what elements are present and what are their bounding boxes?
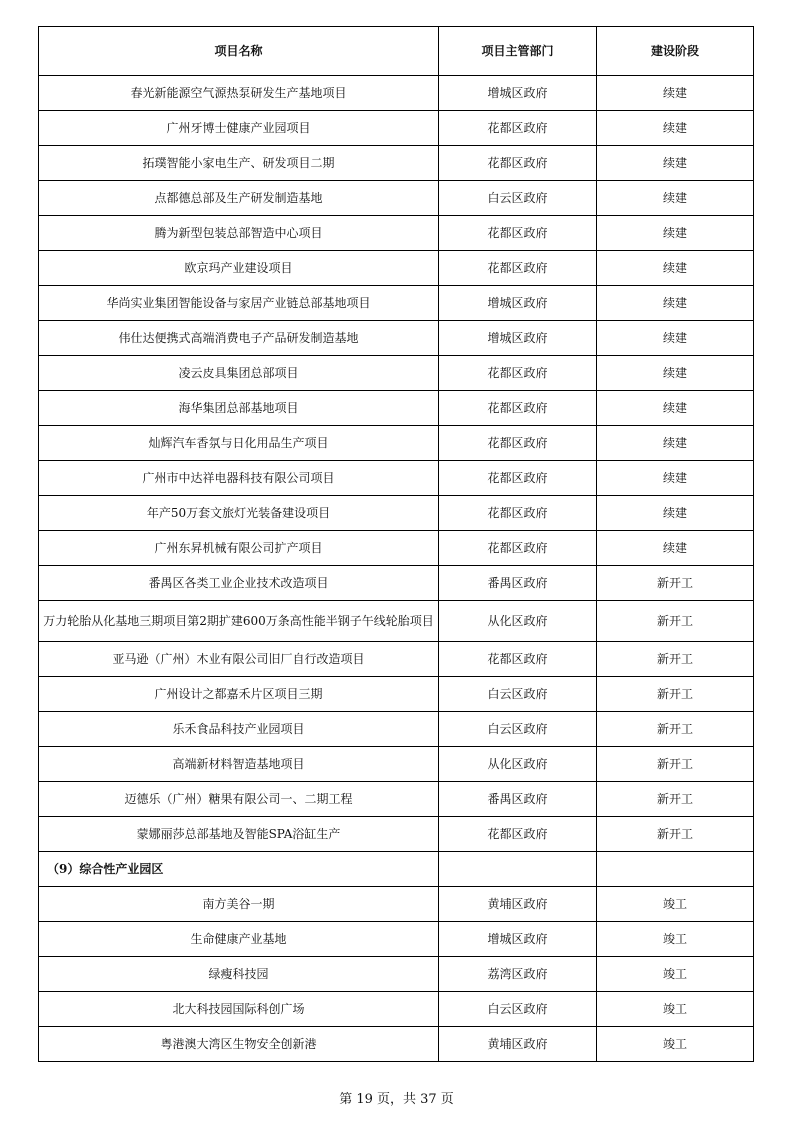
stage-cell: 续建	[597, 461, 754, 496]
department-cell: 花都区政府	[439, 531, 597, 566]
table-row	[39, 642, 754, 677]
table-row	[39, 747, 754, 782]
project-name-cell: 华尚实业集团智能设备与家居产业链总部基地项目	[39, 286, 439, 321]
section-header-row	[39, 852, 754, 887]
table-row	[39, 531, 754, 566]
table-row	[39, 782, 754, 817]
project-name-cell: 欧京玛产业建设项目	[39, 251, 439, 286]
table-row	[39, 677, 754, 712]
table-row	[39, 251, 754, 286]
department-cell: 花都区政府	[439, 146, 597, 181]
department-cell: 花都区政府	[439, 251, 597, 286]
department-cell: 花都区政府	[439, 426, 597, 461]
stage-cell: 竣工	[597, 887, 754, 922]
stage-cell: 续建	[597, 216, 754, 251]
department-cell: 白云区政府	[439, 677, 597, 712]
table-row	[39, 601, 754, 642]
table-row	[39, 321, 754, 356]
table-row	[39, 566, 754, 601]
department-cell: 从化区政府	[439, 601, 597, 642]
project-name-cell: 腾为新型包装总部智造中心项目	[39, 216, 439, 251]
header-stage: 建设阶段	[597, 27, 754, 76]
stage-cell: 续建	[597, 181, 754, 216]
table-row	[39, 992, 754, 1027]
table-row	[39, 461, 754, 496]
table-row	[39, 216, 754, 251]
department-cell: 增城区政府	[439, 922, 597, 957]
table-row	[39, 391, 754, 426]
stage-cell: 续建	[597, 391, 754, 426]
department-cell: 增城区政府	[439, 76, 597, 111]
stage-cell	[597, 852, 754, 887]
project-name-cell: 番禺区各类工业企业技术改造项目	[39, 566, 439, 601]
project-name-cell: 春光新能源空气源热泵研发生产基地项目	[39, 76, 439, 111]
stage-cell: 新开工	[597, 817, 754, 852]
project-name-cell: 拓璞智能小家电生产、研发项目二期	[39, 146, 439, 181]
table-body	[39, 27, 754, 1062]
project-name-cell: 广州设计之都嘉禾片区项目三期	[39, 677, 439, 712]
stage-cell: 竣工	[597, 922, 754, 957]
project-name-cell: 伟仕达便携式高端消费电子产品研发制造基地	[39, 321, 439, 356]
stage-cell: 新开工	[597, 782, 754, 817]
stage-cell: 续建	[597, 531, 754, 566]
project-name-cell: 迈德乐（广州）糖果有限公司一、二期工程	[39, 782, 439, 817]
stage-cell: 新开工	[597, 601, 754, 642]
stage-cell: 续建	[597, 496, 754, 531]
department-cell: 黄埔区政府	[439, 1027, 597, 1062]
department-cell: 花都区政府	[439, 391, 597, 426]
department-cell	[439, 852, 597, 887]
department-cell: 花都区政府	[439, 356, 597, 391]
project-name-cell: 年产50万套文旅灯光装备建设项目	[39, 496, 439, 531]
project-name-cell: 点都德总部及生产研发制造基地	[39, 181, 439, 216]
table-row	[39, 181, 754, 216]
stage-cell: 续建	[597, 111, 754, 146]
stage-cell: 新开工	[597, 712, 754, 747]
project-name-cell: 高端新材料智造基地项目	[39, 747, 439, 782]
department-cell: 白云区政府	[439, 181, 597, 216]
stage-cell: 新开工	[597, 747, 754, 782]
table-row	[39, 76, 754, 111]
stage-cell: 续建	[597, 321, 754, 356]
stage-cell: 新开工	[597, 642, 754, 677]
stage-cell: 续建	[597, 146, 754, 181]
project-name-cell: 乐禾食品科技产业园项目	[39, 712, 439, 747]
project-name-cell: 北大科技园国际科创广场	[39, 992, 439, 1027]
table-row	[39, 712, 754, 747]
project-name-cell: 蒙娜丽莎总部基地及智能SPA浴缸生产	[39, 817, 439, 852]
table-row	[39, 817, 754, 852]
project-table	[38, 26, 754, 1062]
table-row	[39, 356, 754, 391]
department-cell: 增城区政府	[439, 286, 597, 321]
table-header-row	[39, 27, 754, 76]
table-row	[39, 111, 754, 146]
department-cell: 番禺区政府	[439, 782, 597, 817]
department-cell: 花都区政府	[439, 817, 597, 852]
project-name-cell: 广州牙博士健康产业园项目	[39, 111, 439, 146]
stage-cell: 新开工	[597, 566, 754, 601]
project-name-cell: 海华集团总部基地项目	[39, 391, 439, 426]
project-name-cell: 绿瘦科技园	[39, 957, 439, 992]
department-cell: 花都区政府	[439, 461, 597, 496]
department-cell: 黄埔区政府	[439, 887, 597, 922]
table-row	[39, 957, 754, 992]
department-cell: 花都区政府	[439, 496, 597, 531]
stage-cell: 新开工	[597, 677, 754, 712]
project-name-cell: 生命健康产业基地	[39, 922, 439, 957]
page-number: 第 19 页，共 37 页	[339, 1092, 454, 1107]
project-name-cell: 广州东昇机械有限公司扩产项目	[39, 531, 439, 566]
project-name-cell: 亚马逊（广州）木业有限公司旧厂自行改造项目	[39, 642, 439, 677]
project-name-cell: 灿辉汽车香氛与日化用品生产项目	[39, 426, 439, 461]
table-row	[39, 286, 754, 321]
stage-cell: 续建	[597, 286, 754, 321]
department-cell: 白云区政府	[439, 712, 597, 747]
project-name-cell: 粤港澳大湾区生物安全创新港	[39, 1027, 439, 1062]
project-name-cell: 南方美谷一期	[39, 887, 439, 922]
table-row	[39, 922, 754, 957]
department-cell: 从化区政府	[439, 747, 597, 782]
department-cell: 花都区政府	[439, 642, 597, 677]
stage-cell: 竣工	[597, 957, 754, 992]
stage-cell: 竣工	[597, 1027, 754, 1062]
header-department: 项目主管部门	[439, 27, 597, 76]
department-cell: 荔湾区政府	[439, 957, 597, 992]
department-cell: 增城区政府	[439, 321, 597, 356]
table-row	[39, 426, 754, 461]
stage-cell: 竣工	[597, 992, 754, 1027]
header-project-name: 项目名称	[39, 27, 439, 76]
stage-cell: 续建	[597, 76, 754, 111]
stage-cell: 续建	[597, 426, 754, 461]
department-cell: 花都区政府	[439, 216, 597, 251]
table-row	[39, 887, 754, 922]
project-name-cell: 万力轮胎从化基地三期项目第2期扩建600万条高性能半钢子午线轮胎项目	[39, 601, 439, 642]
project-name-cell: 广州市中达祥电器科技有限公司项目	[39, 461, 439, 496]
project-name-cell: 凌云皮具集团总部项目	[39, 356, 439, 391]
stage-cell: 续建	[597, 356, 754, 391]
table-row	[39, 146, 754, 181]
department-cell: 番禺区政府	[439, 566, 597, 601]
department-cell: 白云区政府	[439, 992, 597, 1027]
stage-cell: 续建	[597, 251, 754, 286]
table-row	[39, 1027, 754, 1062]
department-cell: 花都区政府	[439, 111, 597, 146]
section-title-cell: （9）综合性产业园区	[39, 852, 439, 887]
document-table-container	[38, 26, 753, 1062]
table-row	[39, 496, 754, 531]
